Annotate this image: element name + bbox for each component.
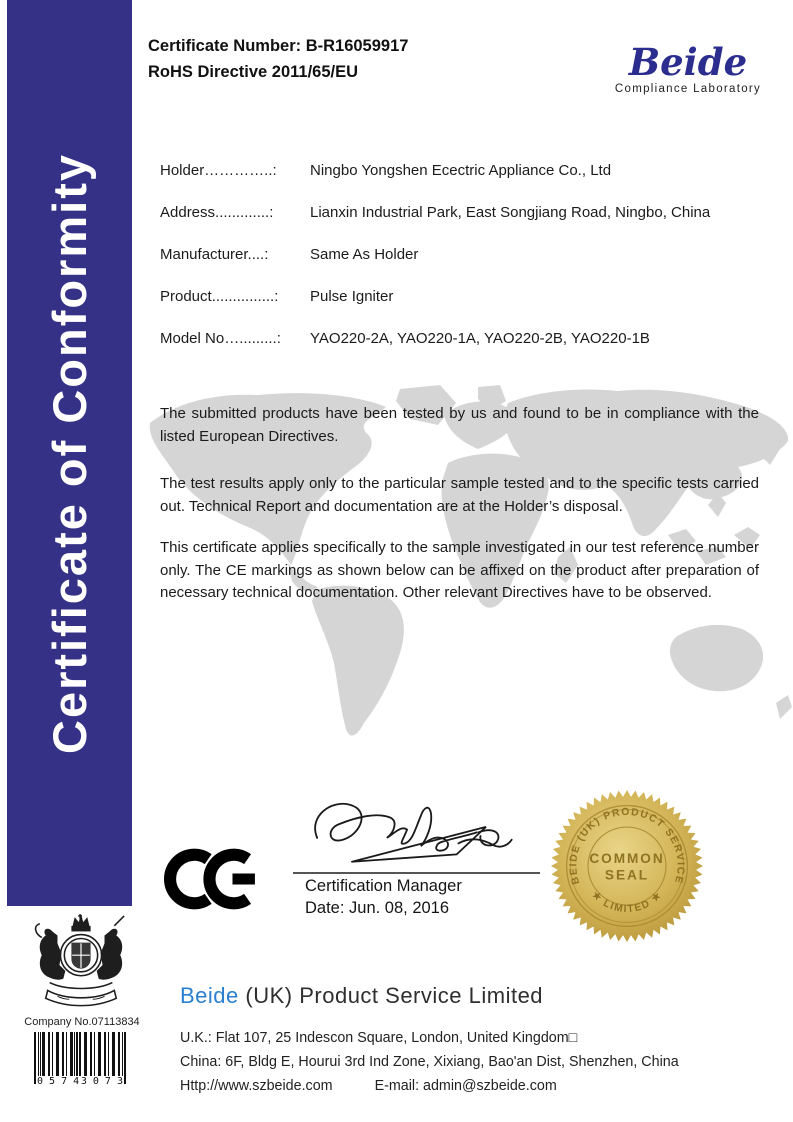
body-paragraph: The submitted products have been tested by us and found to be in compliance with the listed European Directives.	[160, 405, 759, 445]
footer-website: Http://www.szbeide.com	[180, 1078, 333, 1094]
seal-center-text: COMMON	[589, 851, 665, 867]
gold-seal-icon	[551, 790, 703, 942]
field-value: Ningbo Yongshen Ecectric Appliance Co., Ltd	[310, 162, 612, 179]
field-value: Same As Holder	[310, 246, 419, 263]
side-banner	[7, 0, 132, 906]
field-label: Manufacturer....:	[160, 246, 269, 263]
field-label: Product...............:	[160, 288, 279, 305]
field-row-holder	[160, 161, 770, 181]
barcode-digits	[37, 1076, 123, 1088]
footer-company-name-rest: (UK) Product Service Limited	[238, 983, 544, 1008]
banner-title: Certificate of Conformity	[43, 152, 96, 754]
signature-rule	[293, 872, 540, 874]
barcode	[34, 1032, 126, 1088]
signer-title: Certification Manager	[305, 877, 462, 895]
field-value: Pulse Igniter	[310, 288, 394, 305]
field-value: Lianxin Industrial Park, East Songjiang Road, Ningbo, China	[310, 204, 711, 221]
seal-ring-text: BEIDE (UK) PRODUCT SERVICE	[568, 806, 686, 886]
royal-crest-icon	[30, 914, 132, 1012]
brand-tagline: Compliance Laboratory	[614, 83, 762, 95]
field-row-address	[160, 203, 770, 223]
field-label: Holder…………..:	[160, 162, 277, 179]
body-paragraph: This certificate applies specifically to the sample investigated in our test reference number only. The CE markings as shown below can be affixed on the product after preparation of necessary technical documentation. Other relevant Directives have to be observed.	[160, 539, 759, 601]
certificate-header	[148, 33, 408, 85]
brand-logo	[608, 42, 768, 95]
footer-company-name	[180, 983, 543, 1009]
footer-company-name-blue: Beide	[180, 983, 239, 1008]
barcode-guard	[34, 1032, 36, 1084]
ce-mark-icon	[164, 840, 264, 918]
field-row-manufacturer	[160, 245, 770, 265]
signature-date: Date: Jun. 08, 2016	[305, 899, 450, 917]
field-value: YAO220-2A, YAO220-1A, YAO220-2B, YAO220-1B	[310, 330, 650, 347]
footer-email: E-mail: admin@szbeide.com	[374, 1078, 557, 1094]
footer-uk-address: U.K.: Flat 107, 25 Indescon Square, London, United Kingdom□	[180, 1030, 578, 1046]
barcode-guard	[124, 1032, 126, 1084]
barcode-digits-left: 0 5 7 4	[37, 1076, 80, 1087]
footer-china-address: China: 6F, Bldg E, Hourui 3rd Ind Zone, Xixiang, Bao'an Dist, Shenzhen, China	[180, 1054, 679, 1070]
field-row-product	[160, 287, 770, 307]
brand-name: Beide	[628, 40, 748, 84]
footer-address-block	[180, 1026, 679, 1098]
seal-center-text: SEAL	[604, 867, 650, 883]
signature-scribble	[296, 792, 542, 870]
company-number: Company No.07113834	[24, 1016, 140, 1028]
certificate-number: Certificate Number: B-R16059917	[148, 37, 409, 55]
field-row-model	[160, 329, 770, 349]
field-label: Model No….........:	[160, 330, 281, 347]
seal-ring-text-bottom: ★ LIMITED ★	[589, 889, 665, 916]
certificate-fields	[160, 161, 770, 371]
barcode-digits-right: 3 0 7 3	[80, 1076, 123, 1087]
field-label: Address.............:	[160, 204, 274, 221]
certificate-body	[160, 403, 759, 624]
directive-line: RoHS Directive 2011/65/EU	[148, 63, 359, 81]
body-paragraph: The test results apply only to the particular sample tested and to the specific tests carried out. Technical Report and documentation are at the Holder’s disposal.	[160, 475, 759, 515]
